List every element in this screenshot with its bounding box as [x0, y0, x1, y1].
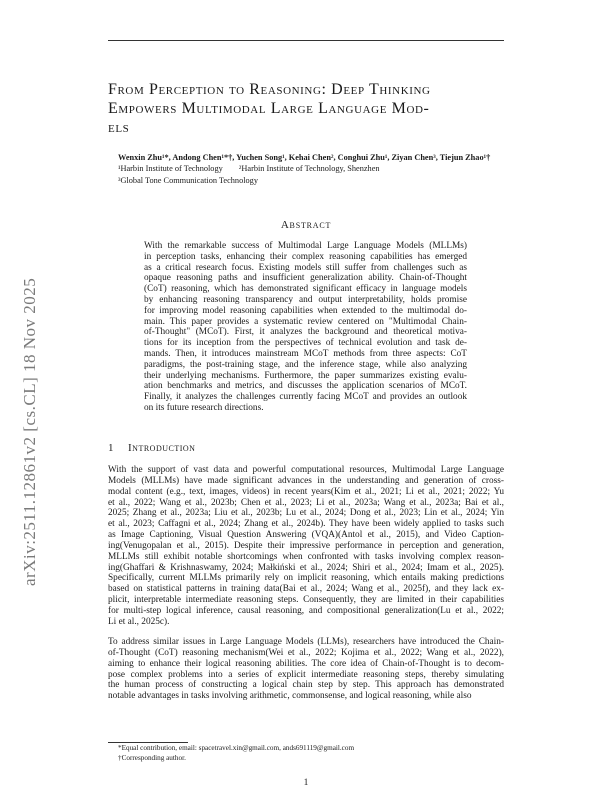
- intro-paragraph-1-line: as Image Captioning, Visual Question Answering (VQA)(Antol et al., 2015), and Video Caption-: [108, 530, 504, 541]
- abstract-line: mands. Then, it introduces mainstream MCoT methods from three aspects: CoT: [144, 348, 467, 359]
- intro-paragraph-1-line: ing(Venugopalan et al., 2015). Despite their impressive performance in perception and generation,: [108, 540, 504, 551]
- abstract-line: as a critical research focus. Existing models still suffer from challenges such as: [144, 262, 467, 273]
- abstract-line: opaque reasoning paths and insufficient generalization ability. Chain-of-Thought: [144, 273, 467, 284]
- top-rule: [108, 40, 504, 41]
- intro-paragraph-1-line: plicit, interpretable intermediate reasoning steps. Consequently, they are limited in their capabilities: [108, 595, 504, 606]
- intro-paragraph-2-line: of-Thought (CoT) reasoning mechanism(Wei et al., 2022; Kojima et al., 2022; Wang et al., 2022),: [108, 647, 504, 658]
- intro-paragraph-2-line: the human process of constructing a logical chain step by step. This approach has demonstrated: [108, 680, 504, 691]
- abstract-line: Finally, it analyzes the challenges currently facing MCoT and provides an outlook: [144, 392, 467, 403]
- intro-paragraph-1-line: 2025; Zhang et al., 2023a; Liu et al., 2023b; Lu et al., 2024; Dong et al., 2023; Lin et al., 2024; Yin: [108, 508, 504, 519]
- intro-paragraph-1-line: Li et al., 2025c).: [108, 616, 170, 627]
- abstract-line: ation benchmarks and metrics, and discusses the application scenarios of MCoT.: [144, 381, 467, 392]
- page-number: 1: [303, 778, 309, 788]
- affiliation-3: ³Global Tone Communication Technology: [118, 176, 258, 185]
- intro-paragraph-2-line: pose complex problems into a series of explicit intermediate reasoning steps, thereby simulating: [108, 669, 504, 680]
- intro-paragraph-1-line: ing(Ghaffari & Krishnaswamy, 2024; Małkiński et al., 2024; Shiri et al., 2024; Imam et al., 2025).: [108, 562, 504, 573]
- title-line-2: Empowers Multimodal Large Language Mod-: [108, 100, 430, 117]
- title-line-1: From Perception to Reasoning: Deep Thinking: [108, 81, 431, 98]
- abstract-line: paradigms, the post-training stage, and the inference stage, while also analyzing: [144, 359, 467, 370]
- intro-paragraph-1-line: et al., 2022; Wang et al., 2023b; Chen et al., 2023; Li et al., 2023a; Wang et al., 2023a; Bai et al.,: [108, 497, 504, 508]
- intro-paragraph-1-line: Models (MLLMs) have made significant advances in the understanding and generation of cross-: [108, 475, 504, 486]
- affiliation-1: ¹Harbin Institute of Technology: [118, 164, 223, 173]
- intro-paragraph-1-line: et al., 2023; Caffagni et al., 2024; Zhang et al., 2024b). They have been widely applied to tasks such: [108, 519, 504, 530]
- section-number: 1: [108, 442, 114, 454]
- abstract-heading: Abstract: [280, 219, 332, 231]
- abstract-line: by enhancing reasoning transparency and output interpretability, holds promise: [144, 294, 467, 305]
- footnote-corresponding-author: †Corresponding author.: [118, 754, 186, 762]
- abstract-line: in perception tasks, enhancing their complex reasoning capabilities has emerged: [144, 251, 467, 262]
- section-heading: [108, 442, 195, 454]
- footnote-equal-contribution: *Equal contribution, email: spacetravel.xin@gmail.com, ands691119@gmail.com: [118, 744, 355, 752]
- abstract-line: of-Thought" (MCoT). First, it analyzes the background and theoretical motiva-: [144, 327, 467, 338]
- affiliation-2: ²Harbin Institute of Technology, Shenzhen: [238, 164, 380, 173]
- abstract-body: [144, 241, 467, 414]
- intro-paragraph-2-line: To address similar issues in Large Language Models (LLMs), researchers have introduced the Chain-: [108, 637, 504, 647]
- abstract-line: for improving model reasoning capabilities when extended to the multimodal do-: [144, 305, 467, 316]
- section-title: Introduction: [128, 442, 196, 454]
- intro-paragraph-1-line: for multi-step logical inference, causal reasoning, and compositional generalization(Lu et al., 2022;: [108, 605, 504, 616]
- intro-paragraph-2: [108, 637, 504, 702]
- abstract-line: With the remarkable success of Multimodal Large Language Models (MLLMs): [144, 241, 467, 251]
- intro-paragraph-1-line: Specifically, current MLLMs primarily rely on implicit reasoning, which entails making predictions: [108, 573, 504, 584]
- intro-paragraph-2-line: notable advantages in tasks involving arithmetic, commonsense, and logical reasoning, while also: [108, 691, 472, 702]
- affiliation-1-and-2: [118, 164, 380, 174]
- author-list: Wenxin Zhu¹*, Andong Chen¹*†, Yuchen Song¹, Kehai Chen², Conghui Zhu¹, Ziyan Chen³, Tiejun Zhao¹†: [118, 153, 491, 162]
- abstract-line: tions for its inception from the perspectives of technical evolution and task de-: [144, 338, 467, 349]
- abstract-line: on its future research directions.: [144, 402, 264, 413]
- intro-paragraph-1-line: MLLMs still exhibit notable shortcomings when confronted with tasks involving complex reason-: [108, 551, 504, 562]
- paper-title: [108, 80, 504, 137]
- abstract-line: their underlying mechanisms. Furthermore, the paper summarizes existing evalu-: [144, 370, 467, 381]
- intro-paragraph-1-line: modal content (e.g., text, images, videos) in recent years(Kim et al., 2021; Li et al., 2021; 2022; Yu: [108, 486, 504, 497]
- intro-paragraph-1-line: based on statistical patterns in training data(Bai et al., 2024; Wang et al., 2025f), and they lack ex-: [108, 584, 504, 595]
- intro-paragraph-2-line: aiming to enhance their logical reasoning abilities. The core idea of Chain-of-Thought is to decom-: [108, 658, 504, 669]
- intro-paragraph-1: [108, 465, 504, 628]
- abstract-line: main. This paper provides a systematic review centered on "Multimodal Chain-: [144, 316, 467, 327]
- arxiv-identifier: arXiv:2511.12861v2 [cs.CL] 18 Nov 2025: [20, 277, 39, 586]
- intro-paragraph-1-line: With the support of vast data and powerful computational resources, Multimodal Large Language: [108, 465, 504, 475]
- footnote-rule: [108, 742, 188, 743]
- abstract-line: (CoT) reasoning, which has demonstrated significant efficacy in language models: [144, 284, 467, 295]
- title-line-3: els: [108, 119, 130, 136]
